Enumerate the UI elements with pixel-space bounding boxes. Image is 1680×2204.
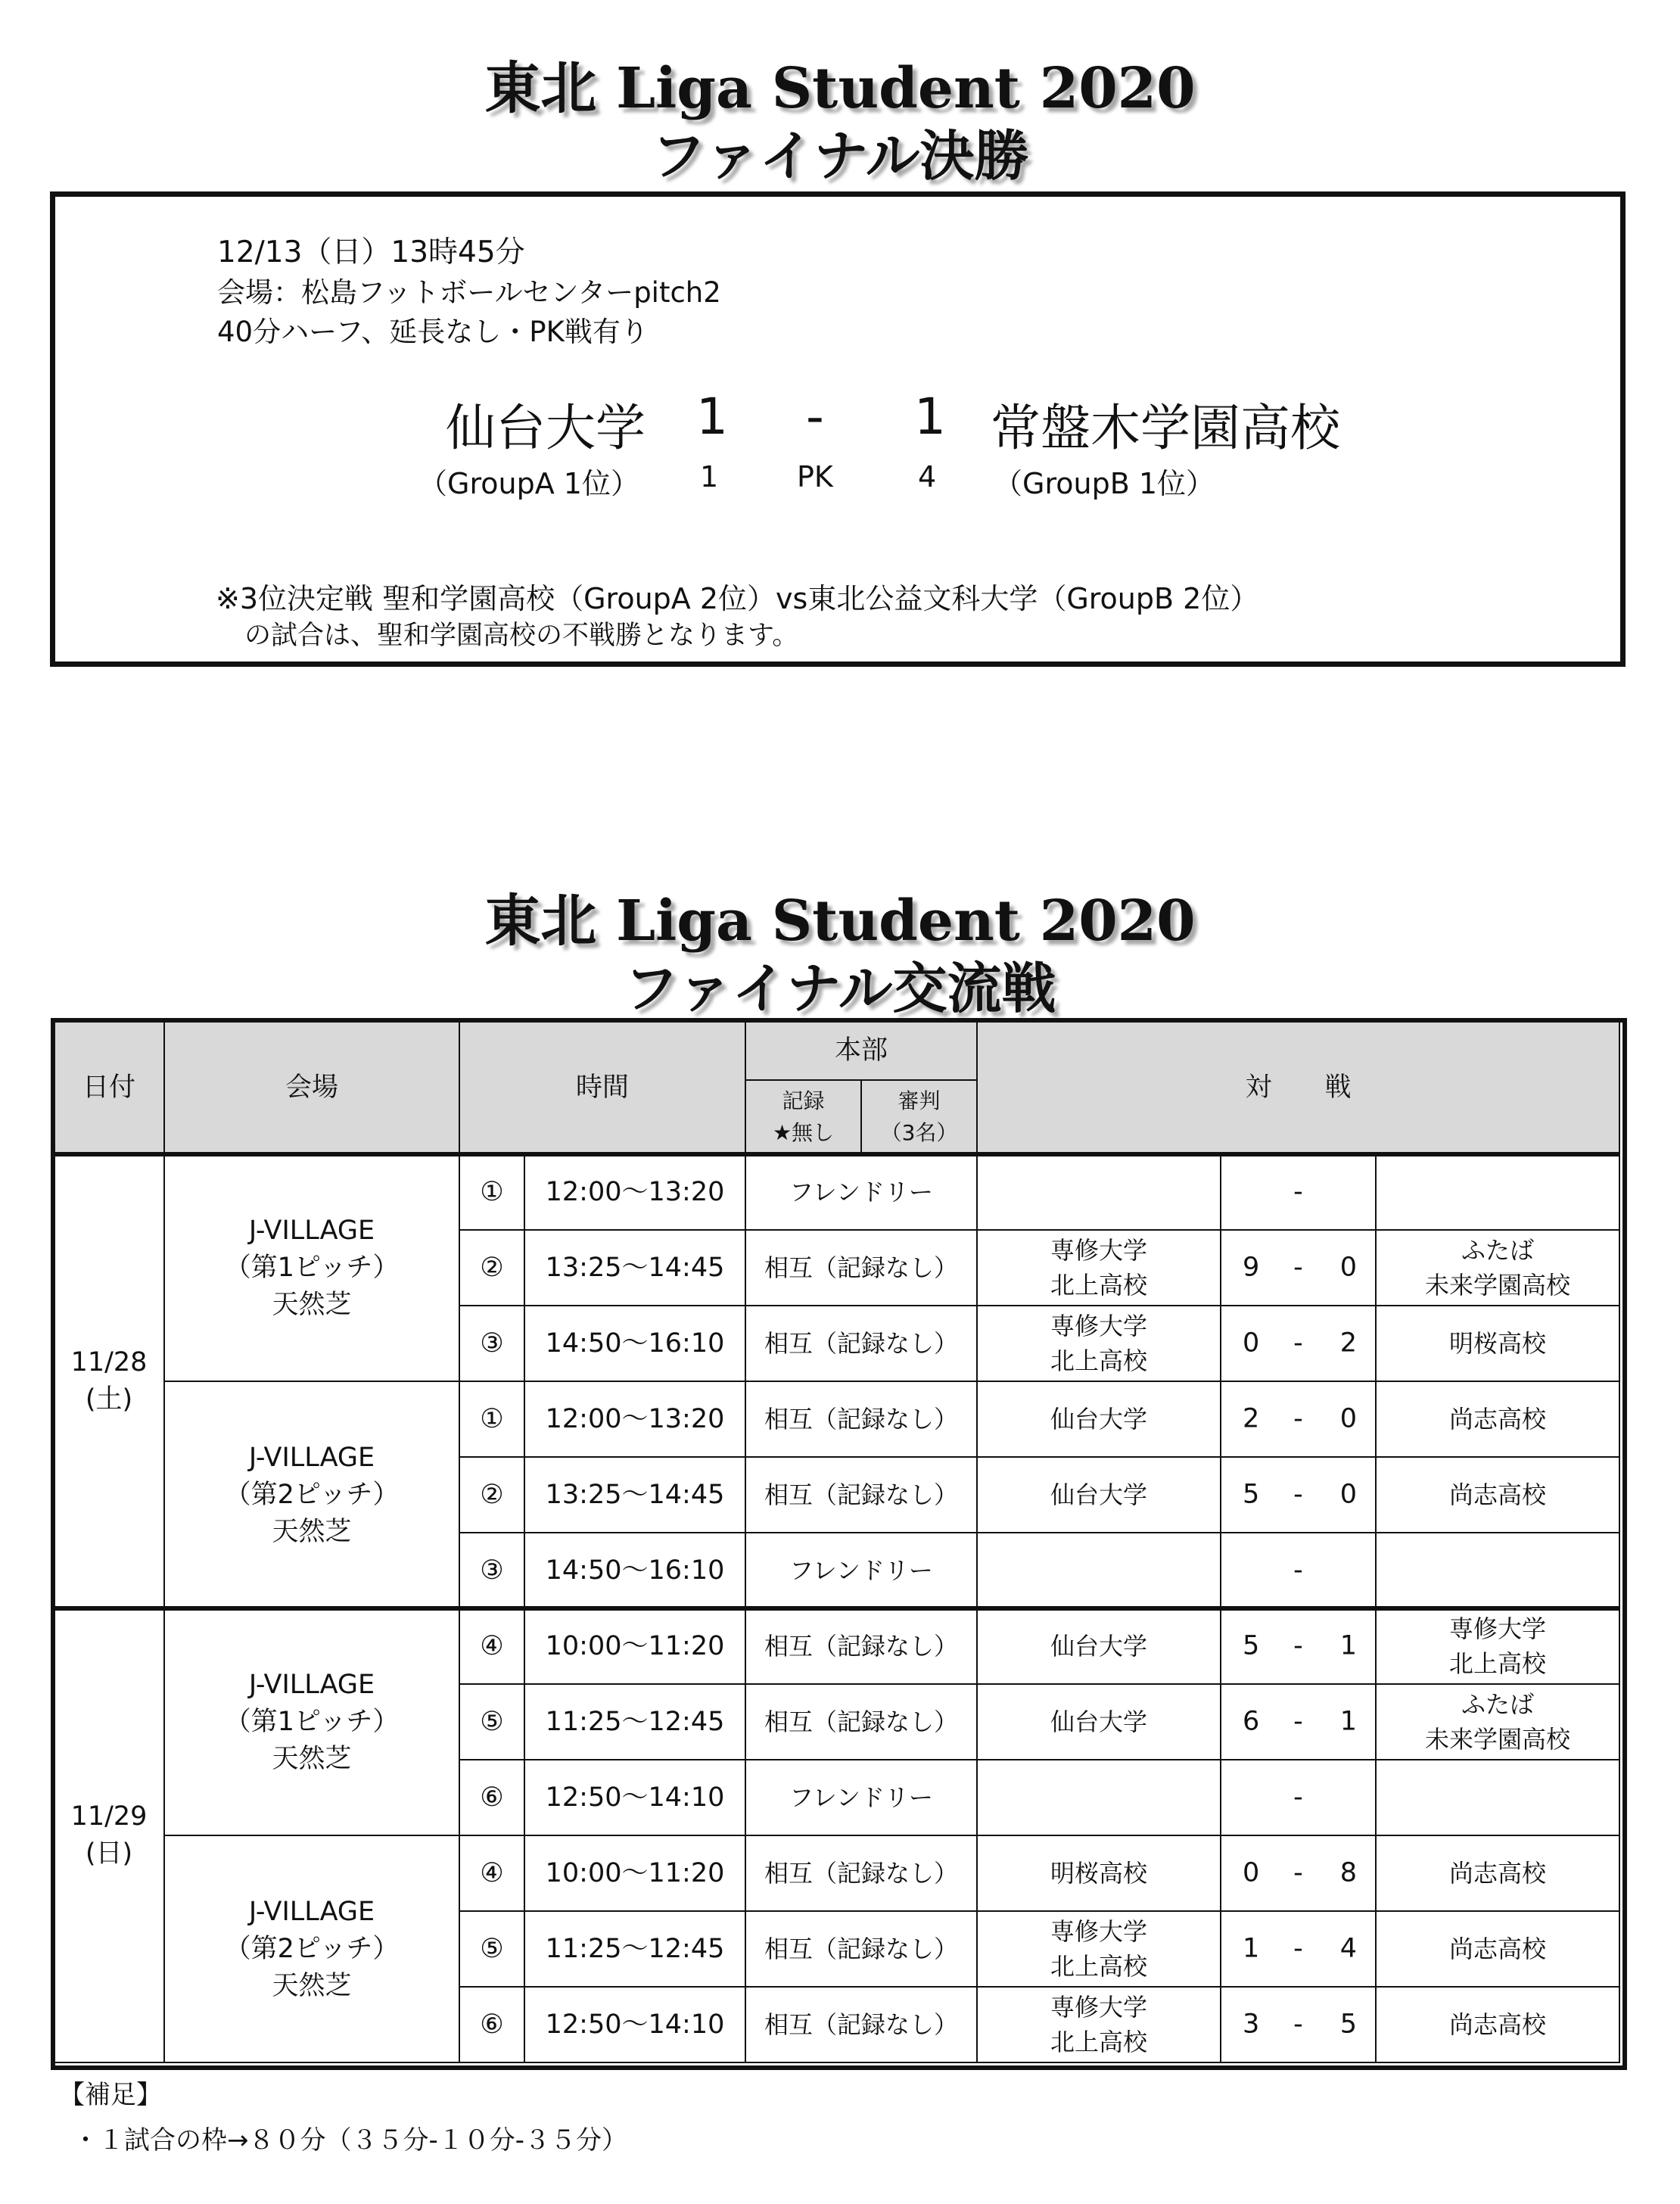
- match-type: 相互（記録なし）: [745, 1608, 977, 1684]
- away-score: 0: [1339, 1252, 1357, 1283]
- final-rules: 40分ハーフ、延長なし・PK戦有り: [217, 316, 649, 348]
- home-team-line1: 専修大学: [1050, 1311, 1147, 1340]
- final-team-a: 仙台大学: [446, 399, 646, 457]
- away-team: [1376, 1533, 1619, 1608]
- score-dash: -: [1293, 1857, 1303, 1888]
- header-referee-label: 審判: [898, 1088, 941, 1113]
- home-score: 0: [1243, 1328, 1260, 1359]
- home-score: 5: [1243, 1479, 1260, 1510]
- venue-pitch: （第1ピッチ）: [224, 1706, 400, 1737]
- away-team-line1: 尚志高校: [1448, 1404, 1546, 1434]
- final-result-box: [50, 191, 1626, 667]
- score-dash: -: [1293, 1782, 1303, 1813]
- home-team: [977, 1684, 1221, 1760]
- home-team-line1: 仙台大学: [1050, 1631, 1147, 1661]
- home-team-line1: 仙台大学: [1050, 1480, 1147, 1509]
- match-type: 相互（記録なし）: [745, 1457, 977, 1533]
- home-team: [977, 1533, 1221, 1608]
- score-cell: [1221, 1684, 1376, 1760]
- away-team: [1376, 1457, 1619, 1533]
- header-match: 対 戦: [977, 1021, 1619, 1154]
- away-team-line1: 尚志高校: [1448, 1934, 1546, 1963]
- home-team-line2: 北上高校: [1050, 1952, 1147, 1981]
- venue-name: J-VILLAGE: [248, 1215, 375, 1246]
- header-date: 日付: [54, 1021, 164, 1154]
- score-dash: -: [1293, 1706, 1303, 1737]
- away-team-line1: ふたば: [1461, 1689, 1534, 1719]
- venue-pitch: （第2ピッチ）: [224, 1933, 400, 1964]
- match-number: ⑤: [459, 1684, 524, 1760]
- match-number: ⑥: [459, 1987, 524, 2062]
- match-time: 12:50～14:10: [524, 1760, 745, 1835]
- away-team: [1376, 1911, 1619, 1987]
- away-score: 5: [1339, 2009, 1357, 2040]
- home-team: [977, 1306, 1221, 1381]
- score-cell: [1221, 1608, 1376, 1684]
- score-cell: [1221, 1987, 1376, 2062]
- away-team: [1376, 1684, 1619, 1760]
- venue-surface: 天然芝: [272, 1516, 352, 1547]
- away-team-line1: 尚志高校: [1448, 1480, 1546, 1509]
- match-number: ③: [459, 1533, 524, 1608]
- final-date: 12/13（日）13時45分: [217, 235, 525, 269]
- third-place-note-line2: の試合は、聖和学園高校の不戦勝となります。: [244, 621, 799, 651]
- final-pk-b: 4: [918, 460, 937, 493]
- weekday-text: (日): [85, 1838, 133, 1869]
- home-team-line2: 北上高校: [1050, 2028, 1147, 2056]
- venue-cell: [164, 1608, 459, 1835]
- score-dash: -: [1293, 1933, 1303, 1964]
- away-team-line1: 尚志高校: [1448, 1858, 1546, 1888]
- away-team: [1376, 1154, 1619, 1230]
- home-team: [977, 1911, 1221, 1987]
- match-time: 13:25～14:45: [524, 1457, 745, 1533]
- match-time: 11:25～12:45: [524, 1911, 745, 1987]
- final-score-a: 1: [696, 388, 728, 446]
- match-type: 相互（記録なし）: [745, 1684, 977, 1760]
- home-team: [977, 1381, 1221, 1457]
- home-team-line1: 仙台大学: [1050, 1707, 1147, 1736]
- final-pk-a: 1: [700, 460, 719, 493]
- match-number: ③: [459, 1306, 524, 1381]
- away-team-line1: ふたば: [1461, 1235, 1534, 1265]
- final-group-a: （GroupA 1位）: [418, 467, 639, 500]
- match-time: 12:00～13:20: [524, 1381, 745, 1457]
- exchange-title-prefix: 東北: [484, 889, 597, 954]
- supplement-line1: ・１試合の枠→８０分（３５分-１０分-３５分）: [73, 2125, 628, 2156]
- home-score: 9: [1243, 1252, 1260, 1283]
- final-group-b: （GroupB 1位）: [994, 467, 1215, 500]
- score-cell: [1221, 1381, 1376, 1457]
- home-score: 1: [1243, 1933, 1260, 1964]
- away-score: 1: [1339, 1706, 1357, 1737]
- final-venue: 会場：松島フットボールセンターpitch2: [217, 276, 721, 309]
- score-dash: -: [1293, 1403, 1303, 1434]
- match-time: 14:50～16:10: [524, 1306, 745, 1381]
- score-cell: [1221, 1911, 1376, 1987]
- away-team: [1376, 1608, 1619, 1684]
- venue-cell: [164, 1835, 459, 2062]
- score-dash: -: [1293, 2009, 1303, 2040]
- venue-name: J-VILLAGE: [248, 1669, 375, 1700]
- match-type: 相互（記録なし）: [745, 1911, 977, 1987]
- home-team-line1: 専修大学: [1050, 1992, 1147, 2022]
- home-team: [977, 1835, 1221, 1911]
- home-team: [977, 1457, 1221, 1533]
- match-type: フレンドリー: [745, 1533, 977, 1608]
- third-place-note-line1: ※3位決定戦 聖和学園高校（GroupA 2位）vs東北公益文科大学（GroupB 2位）: [216, 582, 1259, 615]
- away-team: [1376, 1760, 1619, 1835]
- away-score: 2: [1339, 1328, 1357, 1359]
- match-type: 相互（記録なし）: [745, 1306, 977, 1381]
- away-score: 4: [1339, 1933, 1357, 1964]
- weekday-text: (土): [85, 1384, 133, 1415]
- venue-name: J-VILLAGE: [248, 1442, 375, 1473]
- match-type: 相互（記録なし）: [745, 1230, 977, 1306]
- match-row: [54, 1608, 1619, 1684]
- final-score-dash: -: [806, 388, 824, 446]
- away-team: [1376, 1381, 1619, 1457]
- home-score: 0: [1243, 1857, 1260, 1888]
- match-type: 相互（記録なし）: [745, 1381, 977, 1457]
- header-venue: 会場: [164, 1021, 459, 1154]
- home-team-line2: 北上高校: [1050, 1271, 1147, 1300]
- match-time: 10:00～11:20: [524, 1608, 745, 1684]
- home-team-line1: 明桜高校: [1050, 1858, 1147, 1888]
- match-time: 10:00～11:20: [524, 1835, 745, 1911]
- match-row: [54, 1381, 1619, 1457]
- header-referee: [861, 1080, 977, 1154]
- match-time: 12:00～13:20: [524, 1154, 745, 1230]
- score-cell: [1221, 1835, 1376, 1911]
- exchange-schedule-table: [53, 1020, 1620, 2063]
- away-score: 1: [1339, 1630, 1357, 1661]
- final-title-prefix: 東北: [484, 56, 597, 121]
- away-team-line2: 未来学園高校: [1424, 1725, 1570, 1754]
- match-time: 11:25～12:45: [524, 1684, 745, 1760]
- match-type: フレンドリー: [745, 1760, 977, 1835]
- home-team-line1: 専修大学: [1050, 1235, 1147, 1265]
- score-dash: -: [1293, 1252, 1303, 1283]
- final-subtitle: ファイナル決勝: [651, 124, 1029, 188]
- venue-name: J-VILLAGE: [248, 1896, 375, 1927]
- score-dash: -: [1293, 1176, 1303, 1207]
- home-team: [977, 1987, 1221, 2062]
- home-team-line1: 専修大学: [1050, 1916, 1147, 1946]
- venue-surface: 天然芝: [272, 1289, 352, 1320]
- header-record-label: 記録: [782, 1088, 825, 1113]
- final-title-name: Liga Student 2020: [616, 56, 1196, 121]
- away-team: [1376, 1835, 1619, 1911]
- header-record: [745, 1080, 861, 1154]
- match-time: 12:50～14:10: [524, 1987, 745, 2062]
- match-row: [54, 1154, 1619, 1230]
- venue-surface: 天然芝: [272, 1970, 352, 2001]
- away-team-line1: 尚志高校: [1448, 2009, 1546, 2039]
- away-team: [1376, 1230, 1619, 1306]
- match-number: ④: [459, 1608, 524, 1684]
- away-team-line1: 専修大学: [1448, 1614, 1546, 1643]
- score-cell: [1221, 1533, 1376, 1608]
- venue-cell: [164, 1381, 459, 1608]
- away-team: [1376, 1306, 1619, 1381]
- header-separator: [53, 1152, 1620, 1156]
- away-score: 0: [1339, 1403, 1357, 1434]
- score-cell: [1221, 1760, 1376, 1835]
- home-team-line2: 北上高校: [1050, 1346, 1147, 1375]
- match-row: [54, 1835, 1619, 1911]
- match-number: ①: [459, 1381, 524, 1457]
- home-score: 3: [1243, 2009, 1260, 2040]
- final-score-b: 1: [914, 388, 946, 446]
- away-team-line2: 北上高校: [1448, 1649, 1546, 1678]
- away-score: 0: [1339, 1479, 1357, 1510]
- match-number: ⑤: [459, 1911, 524, 1987]
- date-text: 11/29: [70, 1801, 148, 1832]
- header-referee-sub: （3名）: [880, 1120, 958, 1145]
- home-team: [977, 1230, 1221, 1306]
- score-cell: [1221, 1457, 1376, 1533]
- match-time: 14:50～16:10: [524, 1533, 745, 1608]
- date-cell: [54, 1154, 164, 1608]
- score-dash: -: [1293, 1479, 1303, 1510]
- score-dash: -: [1293, 1630, 1303, 1661]
- away-team-line2: 未来学園高校: [1424, 1271, 1570, 1300]
- home-score: 2: [1243, 1403, 1260, 1434]
- home-team: [977, 1154, 1221, 1230]
- date-text: 11/28: [70, 1347, 148, 1378]
- final-team-b: 常盤木学園高校: [991, 399, 1340, 457]
- away-team-line1: 明桜高校: [1448, 1328, 1546, 1358]
- home-score: 5: [1243, 1630, 1260, 1661]
- away-score: 8: [1339, 1857, 1357, 1888]
- date-cell: [54, 1608, 164, 2062]
- header-hq: 本部: [745, 1021, 977, 1080]
- supplement-heading: 【補足】: [59, 2080, 162, 2110]
- match-type: 相互（記録なし）: [745, 1987, 977, 2062]
- score-cell: [1221, 1230, 1376, 1306]
- venue-pitch: （第1ピッチ）: [224, 1252, 400, 1283]
- venue-cell: [164, 1154, 459, 1381]
- day-separator: [53, 1606, 1620, 1611]
- venue-pitch: （第2ピッチ）: [224, 1479, 400, 1510]
- home-score: 6: [1243, 1706, 1260, 1737]
- home-team: [977, 1608, 1221, 1684]
- match-time: 13:25～14:45: [524, 1230, 745, 1306]
- header-record-sub: ★無し: [772, 1120, 835, 1145]
- match-number: ④: [459, 1835, 524, 1911]
- match-type: フレンドリー: [745, 1154, 977, 1230]
- score-dash: -: [1293, 1555, 1303, 1586]
- match-number: ②: [459, 1230, 524, 1306]
- home-team: [977, 1760, 1221, 1835]
- score-cell: [1221, 1306, 1376, 1381]
- header-time: 時間: [459, 1021, 745, 1154]
- score-cell: [1221, 1154, 1376, 1230]
- exchange-title-name: Liga Student 2020: [616, 889, 1196, 954]
- match-number: ⑥: [459, 1760, 524, 1835]
- match-number: ①: [459, 1154, 524, 1230]
- venue-surface: 天然芝: [272, 1743, 352, 1774]
- home-team-line1: 仙台大学: [1050, 1404, 1147, 1434]
- away-team: [1376, 1987, 1619, 2062]
- match-number: ②: [459, 1457, 524, 1533]
- exchange-subtitle: ファイナル交流戦: [624, 957, 1056, 1020]
- score-dash: -: [1293, 1328, 1303, 1359]
- final-pk-label: PK: [797, 460, 833, 493]
- match-type: 相互（記録なし）: [745, 1835, 977, 1911]
